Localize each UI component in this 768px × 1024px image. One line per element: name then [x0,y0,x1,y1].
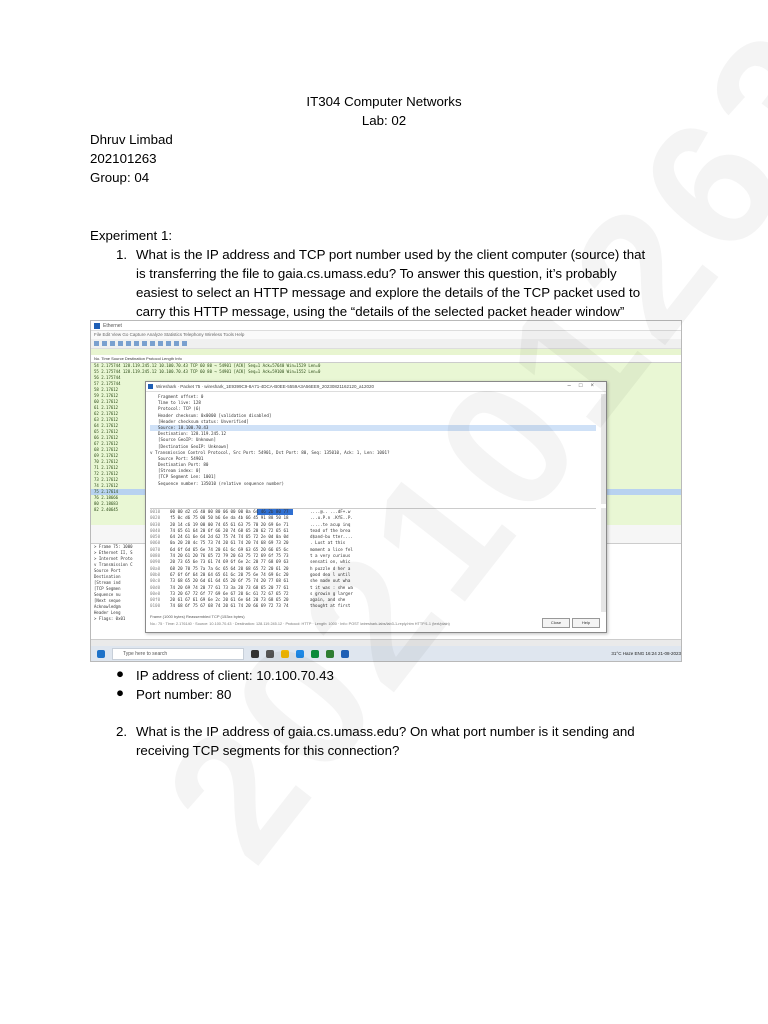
hex-bytes: 67 6f 6f 64 20 64 65 61 6c 20 75 6e 74 69 6c 20 [170,571,289,577]
windows-start-icon [97,650,105,658]
table-row: 65 2.17612 [94,429,119,434]
table-row: 74 2.17612 [94,483,119,488]
group-number: Group: 04 [90,170,150,185]
help-button: Help [572,618,600,628]
reload-icon [142,341,147,346]
hex-offset: 00b0 [150,571,161,577]
detail-row: v Transmission C [94,562,133,567]
ws-menu-bar: File Edit View Go Capture Analyze Statistics Telephony Wireless Tools Help [91,331,681,339]
hex-bytes: 73 20 67 72 6f 77 69 6e 67 20 6c 61 72 67 65 72 [170,590,289,596]
hex-bytes: 74 20 69 74 20 77 61 73 3a 20 73 68 65 20 77 61 [170,584,289,590]
tree-scrollbar [601,394,606,504]
close-button: Close [542,618,570,628]
bullet-icon: ● [116,666,125,681]
hex-ascii: moment a lice fel [310,546,353,552]
question-1-number: 1. [116,247,128,262]
hex-bytes: 74 20 61 20 76 65 72 79 20 63 75 72 69 6f 75 73 [170,553,289,559]
table-row: 66 2.17612 [94,435,119,440]
hex-row [150,603,596,609]
hex-offset: 0010 [150,509,161,514]
table-row: 61 2.17612 [94,405,119,410]
detail-row: Acknowledgm [94,604,121,609]
detail-row: > Flags: 0x01 [94,616,126,621]
hex-ascii: ...u.P.n .KfE..P. [310,515,353,521]
question-1-line-1: What is the IP address and TCP port number used by the client computer (source) that [136,247,646,262]
hex-bytes: 68 20 70 75 7a 7a 6c 65 64 20 68 65 72 20 61 20 [170,565,289,571]
windows-taskbar [91,646,682,661]
system-tray: 31°C Haze ENG 16:24 21-08-2023 [611,651,681,656]
tree-row-source-highlighted: Source: 10.100.70.43 [150,425,596,431]
find-icon [150,341,155,346]
hex-ascii: again, and she [310,597,346,603]
detail-row: Sequence nu [94,592,121,597]
table-row: 59 2.17612 [94,393,119,398]
tree-row: Destination: 128.119.245.12 [158,431,227,437]
detail-row: [Stream ind [94,580,121,585]
table-row: 67 2.17612 [94,441,119,446]
ws-title-bar [91,321,681,331]
popup-byte-tabs: Frame (1000 bytes) Reassembled TCP (153xx bytes) [150,614,245,619]
table-row: 68 2.17612 [94,447,119,452]
detail-row: Source Port [94,568,121,573]
table-row: 76 2.18666 [94,495,119,500]
packet-detail-window [145,381,607,633]
hex-bytes: 73 68 65 20 6d 61 64 65 20 6f 75 74 20 77 68 61 [170,578,289,584]
hex-offset: 0030 [150,521,161,527]
hex-ascii: t a very curious [310,553,351,559]
popup-title-bar [146,382,606,392]
question-2-line-1: What is the IP address of gaia.cs.umass.edu? On what port number is it sending and [136,724,635,739]
hex-ascii: tead of the brea [310,527,351,533]
tree-row: [Stream index: 0] [158,468,201,474]
question-2-number: 2. [116,724,128,739]
cortana-icon [251,650,259,658]
table-row: 54 2.175744 128.119.245.12 10.100.70.43 TCP 60 80 → 54901 [ACK] Seq=1 Ack=57640 Win=1529 Len=0 [94,363,321,368]
tree-row: Fragment offset: 0 [158,394,204,399]
table-row: 62 2.17612 [94,411,119,416]
hex-ascii: t it was : she wa [310,584,353,590]
hex-ascii: s growin g larger [310,590,353,596]
detail-row: > Ethernet II, S [94,550,133,555]
hex-bytes: 74 65 61 64 20 6f 66 20 74 68 65 20 62 72 65 61 [170,527,289,533]
experiment-title: Experiment 1: [90,228,173,243]
bullet-icon: ● [116,685,125,700]
answer-ip-address: IP address of client: 10.100.70.43 [136,668,334,683]
hex-offset: 0090 [150,559,161,565]
table-row: 70 2.17612 [94,459,119,464]
popup-title: Wireshark · Packet 75 · wireshark_1E9399C9-8A71-4DCA-B0EE-5559A3A56EE9_20230821162120_a12020 [156,384,375,389]
detail-row: Header Leng [94,610,121,615]
table-row: 55 2.175744 128.119.245.12 10.100.70.43 TCP 60 80 → 54901 [ACK] Seq=1 Ack=59100 Win=1552 Len=0 [94,369,321,374]
table-row: 60 2.17612 [94,399,119,404]
hex-offset: 00d0 [150,584,161,590]
detail-row: [Next seque [94,598,121,603]
mail-icon [296,650,304,658]
wireshark-fin-icon [94,323,100,329]
hex-bytes: 0a 20 20 4c 75 73 74 20 61 74 20 74 68 69 73 20 [170,540,289,546]
hex-ascii: she made out wha [310,578,351,584]
hex-ascii: .....te acup inq [310,521,351,527]
chrome-icon [326,650,334,658]
hex-bytes: 00 00 d2 c6 40 00 80 06 00 00 0a 64 46 2b 80 77 [170,509,310,515]
hex-ascii: ....@.. ...dF+.w [310,509,351,514]
close-file-icon [134,341,139,346]
hex-offset: 0020 [150,515,161,521]
stop-capture-icon [102,341,107,346]
hex-ascii: h puzzle d her a [310,565,351,571]
hex-offset: 0040 [150,527,161,533]
tree-row: Destination Port: 80 [158,462,209,468]
table-row: 56 2.175744 [94,375,121,380]
start-capture-icon [94,341,99,346]
hex-bytes: 6d 6f 6d 65 6e 74 20 61 6c 69 63 65 20 66 65 6c [170,546,289,552]
detail-row: [TCP Segmen [94,586,121,591]
table-row-selected: 75 2.17614 [91,489,681,495]
popup-protocol-tree [150,394,596,504]
save-icon [126,341,131,346]
detail-row: > Internet Proto [94,556,133,561]
hex-scrollbar [601,508,606,612]
hex-offset: 00c0 [150,578,161,584]
question-1-line-3: easiest to select an HTTP message and explore the details of the TCP packet used to [136,285,641,300]
table-row: 82 2.40645 [94,507,119,512]
lab-number: Lab: 02 [361,113,407,128]
table-row: 57 2.175744 [94,381,121,386]
hex-offset: 00a0 [150,565,161,571]
hex-bytes: f5 0c d6 75 00 50 b6 6e da 4b 66 45 91 88 50 18 [170,515,289,521]
edge-icon [311,650,319,658]
ws-toolbar [91,339,681,349]
tree-row: Time to live: 128 [158,400,201,406]
wireshark-taskbar-icon [341,650,349,658]
popup-status: No.: 75 · Time: 2.176140 · Source: 10.100.70.43 · Destination: 128.119.245.12 · Protocol: HTTP · Length: 1000 · Info: POST /wireshark-labs/lab3-1-reply.htm HTTP/1.1 (text/plain) [150,622,450,626]
question-1-line-4: carry this HTTP message, using the “details of the selected packet header window” [136,304,625,319]
hex-offset: 0060 [150,540,161,546]
table-row: 80 2.18683 [94,501,119,506]
table-row: 58 2.17612 [94,387,119,392]
tree-row: [TCP Segment Len: 1001] [158,474,216,480]
table-row: 73 2.17612 [94,477,119,482]
tree-row: [Source GeoIP: Unknown] [158,437,216,443]
hex-bytes: 64 24 61 6e 64 2d 62 75 74 74 65 72 2e 0d 0a 0d [170,534,289,540]
ws-packet-list-header: No. Time Source Destination Protocol Length Info [91,355,681,363]
question-1-line-2: is transferring the file to gaia.cs.umass.edu? To answer this question, it’s probably [136,266,617,281]
hex-ascii: . Lust at this [310,540,346,546]
hex-bytes: 74 68 6f 75 67 68 74 20 61 74 20 66 69 72 73 74 [170,603,289,609]
popup-hex-pane [150,508,596,613]
tree-row: [Header checksum status: Unverified] [158,418,249,424]
hex-bytes: 20 14 c6 19 00 00 74 65 61 63 75 70 20 69 6e 71 [170,521,289,527]
table-row: 71 2.17612 [94,465,119,470]
zoom-in-icon [174,341,179,346]
back-icon [158,341,163,346]
open-icon [118,341,123,346]
student-name: Dhruv Limbad [90,132,173,147]
table-row: 72 2.17612 [94,471,119,476]
tree-row: [Destination GeoIP: Unknown] [158,443,229,449]
tree-row: Sequence number: 135010 (relative sequence number) [158,480,285,486]
zoom-out-icon [182,341,187,346]
window-controls: –□× [567,383,602,389]
hex-ascii: d$and-bu tter.... [310,534,353,540]
answer-port-number: Port number: 80 [136,687,232,702]
hex-ascii: sensati on, whic [310,559,351,565]
restart-icon [110,341,115,346]
tree-row-tcp: v Transmission Control Protocol, Src Port: 54901, Dst Port: 80, Seq: 135010, Ack: 1, Len: 1001? [150,449,390,455]
wireshark-screenshot [90,320,682,662]
student-id: 202101263 [90,151,157,166]
table-row: 63 2.17612 [94,417,119,422]
hex-offset: 00f0 [150,597,161,603]
tree-row: Source Port: 54901 [158,455,204,461]
hex-offset: 0100 [150,603,161,609]
forward-icon [166,341,171,346]
hex-offset: 0070 [150,546,161,552]
hex-offset: 00e0 [150,590,161,596]
hex-bytes: 20 61 67 61 69 6e 2c 20 61 6e 64 20 73 68 65 20 [170,597,289,603]
detail-row: Destination [94,574,121,579]
hex-bytes: 20 73 65 6e 73 61 74 69 6f 6e 2c 20 77 68 69 63 [170,559,289,565]
hex-ascii: good dea l until [310,571,351,577]
hex-ascii: thought at first [310,603,351,609]
question-2-line-2: receiving TCP segments for this connection? [136,743,400,758]
table-row: 69 2.17612 [94,453,119,458]
hex-offset: 0050 [150,534,161,540]
ws-window-title: Ethernet [103,322,122,329]
hex-offset: 0080 [150,553,161,559]
detail-row: > Frame 75: 1000 [94,544,133,549]
task-view-icon [266,650,274,658]
taskbar-search: Type here to search [112,648,244,660]
file-explorer-icon [281,650,289,658]
tree-row: Header checksum: 0x0000 [validation disabled] [158,412,272,418]
tree-row: Protocol: TCP (6) [158,406,201,412]
table-row: 64 2.17612 [94,423,119,428]
course-title: IT304 Computer Networks [306,94,462,109]
